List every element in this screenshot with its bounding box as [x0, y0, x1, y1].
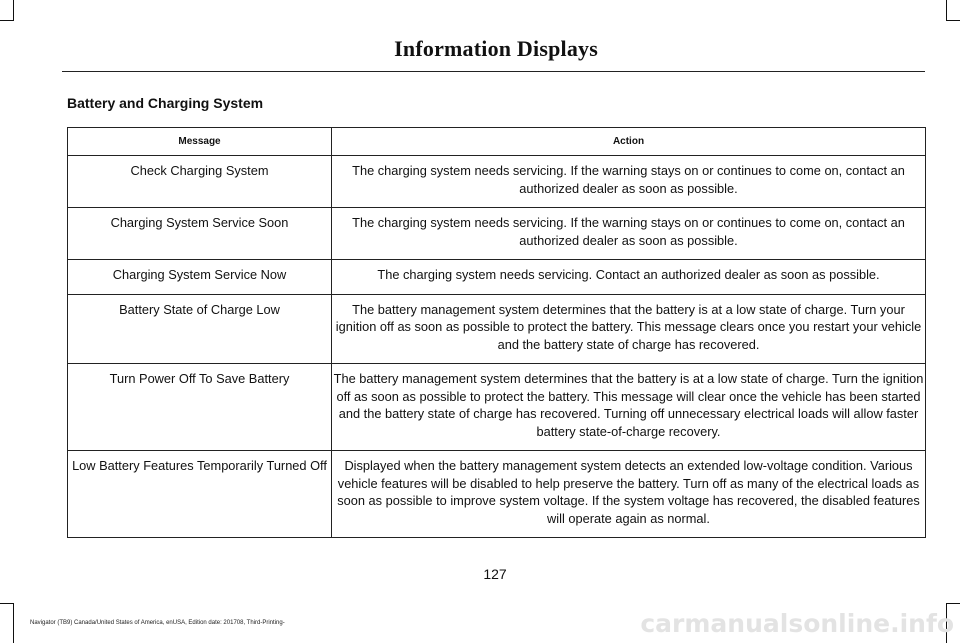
- crop-mark-bottom-left-horizontal: [0, 603, 14, 604]
- action-cell: The battery management system determines that the battery is at a low state of charge. Turn your ignition off as soon as possible to protect the battery. This message clears once you restart your vehicle and the battery state of charge has recovered.: [332, 294, 926, 364]
- table-row: [68, 260, 926, 295]
- crop-mark-bottom-right-horizontal: [946, 603, 960, 604]
- message-cell: Charging System Service Soon: [68, 208, 332, 260]
- table-row: [68, 451, 926, 538]
- message-cell: Turn Power Off To Save Battery: [68, 364, 332, 451]
- crop-mark-top-right-horizontal: [946, 20, 960, 21]
- action-cell: The charging system needs servicing. Contact an authorized dealer as soon as possible.: [332, 260, 926, 295]
- section-heading: Battery and Charging System: [67, 95, 264, 111]
- action-cell: The charging system needs servicing. If the warning stays on or continues to come on, contact an authorized dealer as soon as possible.: [332, 208, 926, 260]
- action-cell: The battery management system determines that the battery is at a low state of charge. Turn the ignition off as soon as possible to protect the battery. This message will clear once the vehicle has been started and the battery state of charge has recovered. Turning off unnecessary electrical loads will allow faster battery state-of-charge recovery.: [332, 364, 926, 451]
- crop-mark-bottom-left-vertical: [13, 603, 14, 643]
- action-cell: Displayed when the battery management system detects an extended low-voltage condition. Various vehicle features will be disabled to help preserve the battery. Turn off as many of the electrical loads as soon as possible to improve system voltage. If the system voltage has recovered, the disabled features will operate again as normal.: [332, 451, 926, 538]
- table-row: [68, 364, 926, 451]
- action-cell: The charging system needs servicing. If the warning stays on or continues to come on, contact an authorized dealer as soon as possible.: [332, 156, 926, 208]
- watermark: carmanualsonline.info: [640, 609, 954, 638]
- message-table: [67, 127, 926, 538]
- crop-mark-top-left-horizontal: [0, 20, 14, 21]
- crop-mark-top-left-vertical: [13, 0, 14, 20]
- column-header-action: Action: [332, 128, 926, 156]
- table-header-row: [68, 128, 926, 156]
- crop-mark-top-right-vertical: [946, 0, 947, 20]
- table-row: [68, 294, 926, 364]
- table-row: [68, 208, 926, 260]
- edition-footer: Navigator (TB9) Canada/United States of America, enUSA, Edition date: 201708, Third-Printing-: [30, 620, 285, 626]
- message-cell: Low Battery Features Temporarily Turned Off: [68, 451, 332, 538]
- page-number: 127: [483, 566, 507, 582]
- message-cell: Charging System Service Now: [68, 260, 332, 295]
- message-cell: Battery State of Charge Low: [68, 294, 332, 364]
- column-header-message: Message: [68, 128, 332, 156]
- table-row: [68, 156, 926, 208]
- message-cell: Check Charging System: [68, 156, 332, 208]
- page-title: Information Displays: [394, 36, 598, 61]
- header-rule: [62, 71, 925, 72]
